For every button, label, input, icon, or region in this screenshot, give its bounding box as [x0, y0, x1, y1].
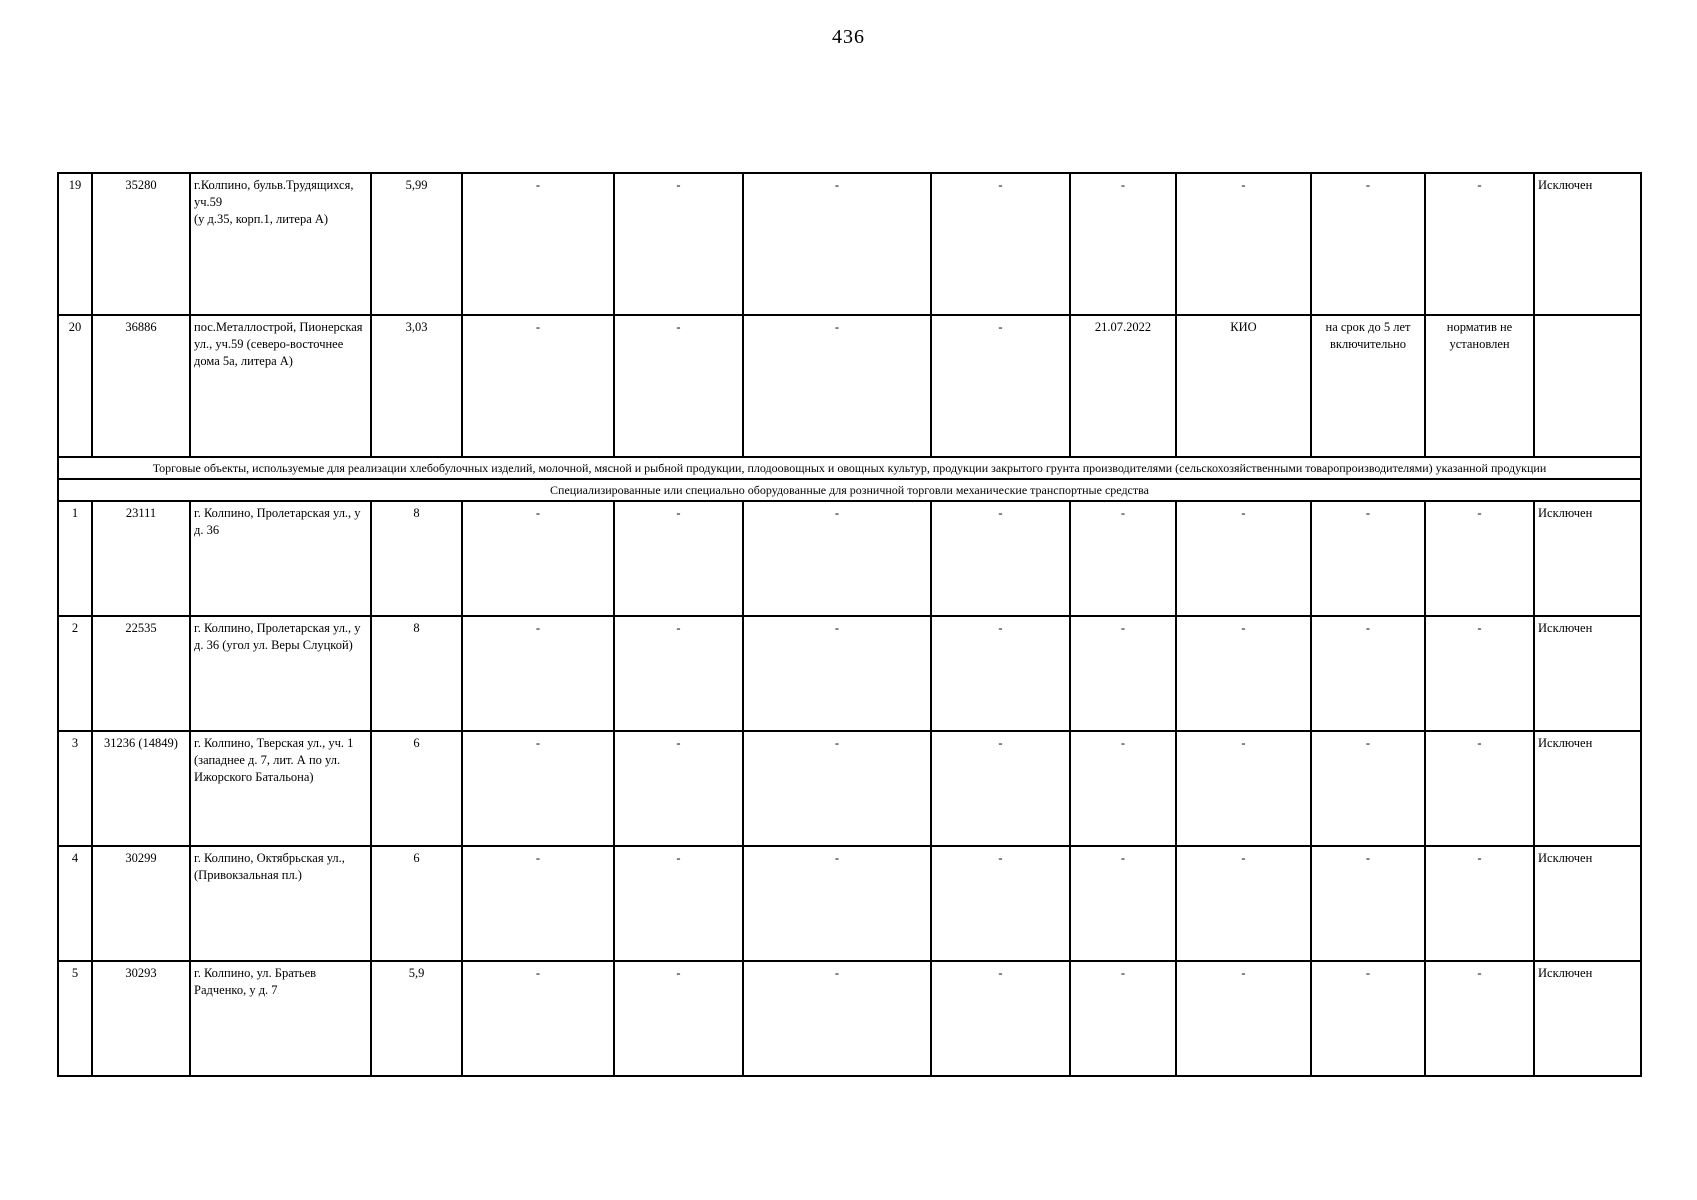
- cell-c8: -: [931, 173, 1070, 315]
- table-row: [58, 501, 1641, 616]
- row-number: 1: [58, 501, 92, 616]
- table-row: [58, 173, 1641, 315]
- cell-c5: -: [462, 616, 614, 731]
- cell-c6: -: [614, 731, 743, 846]
- row-number: 4: [58, 846, 92, 961]
- cell-c9: 21.07.2022: [1070, 315, 1176, 457]
- cell-c10: КИО: [1176, 315, 1311, 457]
- cell-c7: -: [743, 961, 931, 1076]
- object-address: г.Колпино, бульв.Трудящихся, уч.59 (у д.35, корп.1, литера А): [190, 173, 371, 315]
- cell-c12: -: [1425, 961, 1534, 1076]
- table-row: [58, 616, 1641, 731]
- object-id: 23111: [92, 501, 190, 616]
- subsection-heading-row: [58, 479, 1641, 501]
- cell-c6: -: [614, 501, 743, 616]
- object-address: пос.Металлострой, Пионерская ул., уч.59 (северо-восточнее дома 5а, литера А): [190, 315, 371, 457]
- cell-c12: -: [1425, 501, 1534, 616]
- section-title: Торговые объекты, используемые для реализации хлебобулочных изделий, молочной, мясной и рыбной продукции, плодоовощных и овощных культур, продукции закрытого грунта производителями (сельскохозяйственными товаропроизводителями) указанной продукции: [58, 457, 1641, 479]
- row-number: 19: [58, 173, 92, 315]
- cell-c11: -: [1311, 616, 1425, 731]
- registry-table: [57, 172, 1642, 1077]
- cell-c6: -: [614, 315, 743, 457]
- cell-c11: -: [1311, 846, 1425, 961]
- cell-c12: -: [1425, 846, 1534, 961]
- section-heading-row: [58, 457, 1641, 479]
- cell-c5: -: [462, 501, 614, 616]
- cell-c5: -: [462, 315, 614, 457]
- cell-c9: -: [1070, 501, 1176, 616]
- object-area: 5,99: [371, 173, 462, 315]
- status-cell: Исключен: [1534, 501, 1641, 616]
- cell-c10: -: [1176, 961, 1311, 1076]
- table-row: [58, 846, 1641, 961]
- object-address: г. Колпино, Пролетарская ул., у д. 36: [190, 501, 371, 616]
- cell-c8: -: [931, 501, 1070, 616]
- object-area: 5,9: [371, 961, 462, 1076]
- object-area: 8: [371, 616, 462, 731]
- cell-c5: -: [462, 731, 614, 846]
- cell-c7: -: [743, 173, 931, 315]
- page-number: 436: [832, 26, 865, 48]
- cell-c7: -: [743, 315, 931, 457]
- object-area: 8: [371, 501, 462, 616]
- cell-c8: -: [931, 846, 1070, 961]
- cell-c9: -: [1070, 846, 1176, 961]
- object-area: 3,03: [371, 315, 462, 457]
- subsection-title: Специализированные или специально оборудованные для розничной торговли механические транспортные средства: [58, 479, 1641, 501]
- cell-c11: -: [1311, 173, 1425, 315]
- cell-c10: -: [1176, 846, 1311, 961]
- object-address: г. Колпино, ул. Братьев Радченко, у д. 7: [190, 961, 371, 1076]
- object-id: 30299: [92, 846, 190, 961]
- cell-c8: -: [931, 731, 1070, 846]
- cell-c9: -: [1070, 616, 1176, 731]
- table-row: [58, 731, 1641, 846]
- object-id: 30293: [92, 961, 190, 1076]
- status-cell: Исключен: [1534, 173, 1641, 315]
- status-cell: Исключен: [1534, 846, 1641, 961]
- cell-c6: -: [614, 173, 743, 315]
- status-cell: Исключен: [1534, 731, 1641, 846]
- cell-c10: -: [1176, 501, 1311, 616]
- cell-c12: -: [1425, 616, 1534, 731]
- cell-c12: норматив не установлен: [1425, 315, 1534, 457]
- cell-c11: -: [1311, 501, 1425, 616]
- table-row: [58, 961, 1641, 1076]
- cell-c9: -: [1070, 961, 1176, 1076]
- object-id: 36886: [92, 315, 190, 457]
- cell-c5: -: [462, 961, 614, 1076]
- object-address: г. Колпино, Тверская ул., уч. 1 (западнее д. 7, лит. А по ул. Ижорского Батальона): [190, 731, 371, 846]
- cell-c11: -: [1311, 731, 1425, 846]
- object-address: г. Колпино, Октябрьская ул., (Привокзальная пл.): [190, 846, 371, 961]
- cell-c7: -: [743, 731, 931, 846]
- cell-c10: -: [1176, 173, 1311, 315]
- row-number: 2: [58, 616, 92, 731]
- object-id: 35280: [92, 173, 190, 315]
- row-number: 20: [58, 315, 92, 457]
- cell-c7: -: [743, 616, 931, 731]
- cell-c5: -: [462, 173, 614, 315]
- cell-c9: -: [1070, 173, 1176, 315]
- row-number: 3: [58, 731, 92, 846]
- status-cell: Исключен: [1534, 961, 1641, 1076]
- cell-c5: -: [462, 846, 614, 961]
- status-cell: [1534, 315, 1641, 457]
- cell-c11: -: [1311, 961, 1425, 1076]
- row-number: 5: [58, 961, 92, 1076]
- cell-c6: -: [614, 846, 743, 961]
- cell-c7: -: [743, 846, 931, 961]
- cell-c11: на срок до 5 лет включительно: [1311, 315, 1425, 457]
- cell-c7: -: [743, 501, 931, 616]
- cell-c8: -: [931, 961, 1070, 1076]
- object-id: 22535: [92, 616, 190, 731]
- cell-c6: -: [614, 961, 743, 1076]
- object-area: 6: [371, 731, 462, 846]
- cell-c8: -: [931, 616, 1070, 731]
- cell-c12: -: [1425, 173, 1534, 315]
- cell-c10: -: [1176, 616, 1311, 731]
- status-cell: Исключен: [1534, 616, 1641, 731]
- table-row: [58, 315, 1641, 457]
- object-address: г. Колпино, Пролетарская ул., у д. 36 (угол ул. Веры Слуцкой): [190, 616, 371, 731]
- cell-c12: -: [1425, 731, 1534, 846]
- cell-c10: -: [1176, 731, 1311, 846]
- cell-c9: -: [1070, 731, 1176, 846]
- object-area: 6: [371, 846, 462, 961]
- cell-c8: -: [931, 315, 1070, 457]
- cell-c6: -: [614, 616, 743, 731]
- object-id: 31236 (14849): [92, 731, 190, 846]
